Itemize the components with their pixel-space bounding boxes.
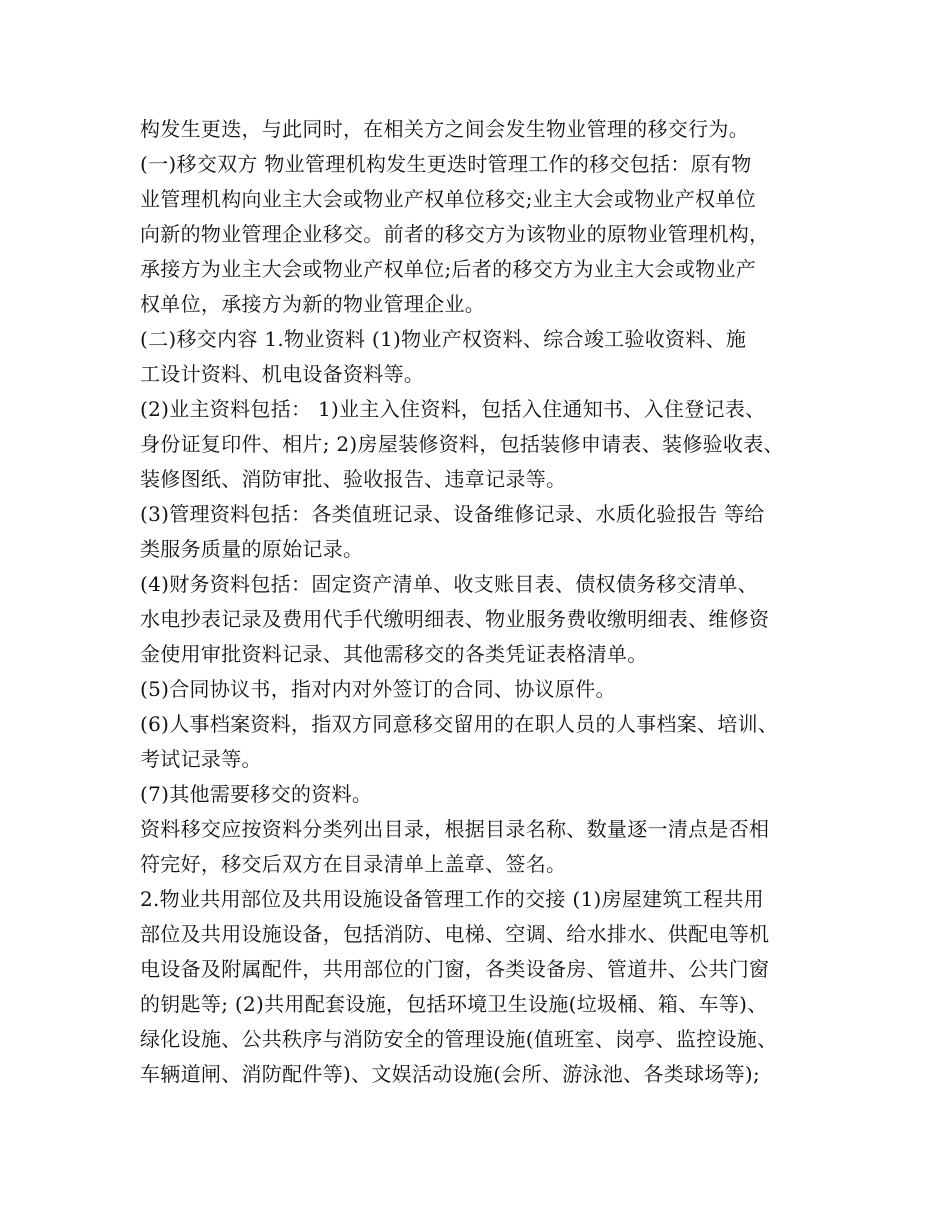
- text-line: (3)管理资料包括：各类值班记录、设备维修记录、水质化验报告 等给: [140, 502, 765, 526]
- text-line: 工设计资料、机电设备资料等。: [140, 362, 425, 386]
- text-line: 部位及共用设施设备，包括消防、电梯、空调、给水排水、供配电等机: [140, 922, 770, 946]
- text-line: 权单位，承接方为新的物业管理企业。: [140, 292, 486, 316]
- text-line: 考试记录等。: [140, 747, 262, 771]
- text-line: 业管理机构向业主大会或物业产权单位移交;业主大会或物业产权单位: [140, 187, 757, 211]
- text-line: 装修图纸、消防审批、验收报告、违章记录等。: [140, 467, 567, 491]
- text-line: 金使用审批资料记录、其他需移交的各类凭证表格清单。: [140, 642, 648, 666]
- text-line: 构发生更迭，与此同时，在相关方之间会发生物业管理的移交行为。: [140, 117, 749, 141]
- text-line: (二)移交内容 1.物业资料 (1)物业产权资料、综合竣工验收资料、施: [140, 327, 747, 351]
- text-line: 的钥匙等; (2)共用配套设施，包括环境卫生设施(垃圾桶、箱、车等)、: [140, 992, 768, 1016]
- text-line: 向新的物业管理企业移交。前者的移交方为该物业的原物业管理机构，: [140, 222, 770, 246]
- text-line: 2.物业共用部位及共用设施设备管理工作的交接 (1)房屋建筑工程共用: [140, 887, 764, 911]
- text-line: 符完好，移交后双方在目录清单上盖章、签名。: [140, 852, 567, 876]
- text-line: (4)财务资料包括：固定资产清单、收支账目表、债权债务移交清单、: [140, 572, 758, 596]
- text-line: 资料移交应按资料分类列出目录，根据目录名称、数量逐一清点是否相: [140, 817, 770, 841]
- text-line: 电设备及附属配件，共用部位的门窗，各类设备房、管道井、公共门窗: [140, 957, 770, 981]
- document-body: [140, 112, 840, 1092]
- text-line: (2)业主资料包括： 1)业主入住资料，包括入住通知书、入住登记表、: [140, 397, 766, 421]
- text-line: (5)合同协议书，指对内对外签订的合同、协议原件。: [140, 677, 616, 701]
- text-line: 车辆道闸、消防配件等)、文娱活动设施(会所、游泳池、各类球场等);: [140, 1062, 761, 1086]
- text-line: 承接方为业主大会或物业产权单位;后者的移交方为业主大会或物业产: [140, 257, 757, 281]
- text-line: 绿化设施、公共秩序与消防安全的管理设施(值班室、岗亭、监控设施、: [140, 1027, 778, 1051]
- text-line: (一)移交双方 物业管理机构发生更迭时管理工作的移交包括：原有物: [140, 152, 752, 176]
- text-line: 水电抄表记录及费用代手代缴明细表、物业服务费收缴明细表、维修资: [140, 607, 770, 631]
- text-line: (6)人事档案资料，指双方同意移交留用的在职人员的人事档案、培训、: [140, 712, 779, 736]
- text-line: (7)其他需要移交的资料。: [140, 782, 373, 806]
- text-line: 类服务质量的原始记录。: [140, 537, 364, 561]
- text-line: 身份证复印件、相片; 2)房屋装修资料，包括装修申请表、装修验收表、: [140, 432, 784, 456]
